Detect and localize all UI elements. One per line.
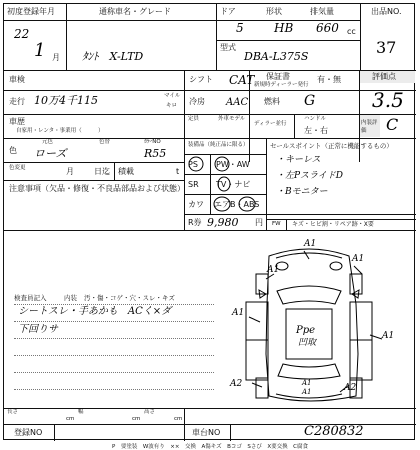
damage-mark: A1 — [304, 239, 317, 249]
inspector-note: 下回りサ — [18, 324, 58, 335]
score-value: 3.5 — [372, 88, 404, 112]
type-label: 型式 — [220, 43, 236, 52]
equipment-item-airbag-abs: エアB・ABS — [214, 200, 260, 209]
doors-value: 5 — [236, 21, 244, 35]
import-label: ディラー並行 — [254, 121, 287, 127]
height-label: 高さ — [144, 409, 156, 415]
displacement-label: 排気量 — [310, 7, 334, 16]
interior-label: 内装評価 — [361, 120, 378, 134]
equipment-item-tv-navi: TV・ナビ — [216, 180, 251, 189]
outer-model-label: 外車モデル — [218, 116, 246, 122]
equipment-label: 装備品（純正品に限る） — [188, 142, 249, 148]
r-value: 9,980 — [207, 216, 239, 229]
col-divider — [184, 408, 185, 441]
listing-no-label: 出品NO. — [371, 7, 402, 16]
warranty-options: 有・無 — [317, 75, 341, 84]
notes-label: 注意事項（欠品・修復・不良品部品および状態） — [9, 184, 185, 193]
length-label: 長さ — [7, 409, 19, 415]
color-no-value: R55 — [144, 147, 167, 160]
warranty-sub: 新規時ディーラー発行 — [254, 82, 309, 88]
displacement-unit: cc — [347, 27, 356, 36]
color-orig-label: 元色 — [42, 139, 54, 145]
interior-value: C — [386, 115, 399, 134]
inspector-options: 汚・傷・コゲ・穴・スレ・キズ — [84, 294, 175, 302]
damage-mark: A2 — [344, 383, 357, 393]
capacity-label: 定員 — [188, 116, 200, 122]
fuel-label: 燃料 — [264, 97, 280, 106]
shape-value: HB — [274, 21, 294, 35]
row-divider — [4, 408, 416, 409]
fuel-value: G — [304, 93, 316, 109]
sales-point: ・Bモニター — [276, 187, 328, 197]
history-label: 車歴 — [9, 117, 25, 126]
damage-mark: A1 — [302, 379, 312, 387]
mileage-unit-top: マイル — [164, 93, 181, 99]
auction-inspection-sheet — [3, 3, 415, 440]
color-label: 色 — [9, 146, 17, 155]
model-name-value: ﾀﾝﾄ X-LTD — [82, 50, 144, 63]
car-damage-diagram — [4, 4, 420, 450]
length-unit: cm — [66, 416, 75, 422]
width-label: 幅 — [78, 409, 84, 415]
damage-mark: A1 — [382, 331, 395, 341]
mileage-value: 10万4千115 — [34, 94, 98, 107]
history-sub: 自家用・レンタ・事業用（ ） — [16, 128, 104, 134]
damage-legend-label: キズ・ヒビ割・リペア跡・X要 — [292, 221, 374, 228]
displacement-value: 660 — [316, 21, 339, 35]
sales-point: ・左PスライドD — [276, 171, 344, 181]
reg-year-value: 22 — [14, 27, 30, 41]
width-unit: cm — [132, 416, 141, 422]
inspector-options-prefix: 内装 — [64, 294, 77, 302]
shape-label: 形状 — [266, 7, 282, 16]
color-change-month-label: 月 — [66, 167, 74, 176]
inspector-label: 検査員記入 — [14, 294, 47, 302]
inspection-label: 車検 — [9, 75, 25, 84]
ac-label: 冷房 — [189, 97, 205, 106]
equipment-item-ps: PS — [188, 160, 198, 169]
color-change-day-label: 日迄 — [94, 167, 110, 176]
color-change-label: 色変更 — [9, 165, 26, 171]
reg-month-value: 1 — [34, 40, 46, 61]
type-value: DBA-L375S — [244, 50, 309, 63]
load-label: 積載 — [118, 167, 134, 176]
chassis-value: C280832 — [304, 424, 364, 439]
color-paint-label: 色替 — [99, 139, 111, 145]
col-divider — [230, 424, 231, 441]
listing-no-value: 37 — [376, 38, 397, 57]
equipment-item-leather: カワ — [188, 200, 204, 209]
handle-label: ハンドル — [304, 116, 327, 122]
color-no-label: ｶﾗｰNO — [144, 139, 161, 145]
diagram-note: 凹取 — [298, 338, 317, 348]
chassis-label: 車台NO — [192, 428, 221, 437]
doors-label: ドア — [220, 7, 236, 16]
ac-value: AAC — [226, 97, 249, 108]
handle-options: 左・右 — [304, 126, 328, 135]
sales-label: セールスポイント（正常に機能するもの） — [270, 142, 393, 150]
model-name-label: 通称車名・グレード — [99, 7, 171, 16]
color-value: ローズ — [34, 147, 67, 160]
damage-mark: A1 — [352, 254, 365, 264]
col-divider — [54, 424, 55, 441]
first-reg-label: 初度登録年月 — [7, 7, 55, 16]
damage-mark: A1 — [267, 265, 280, 275]
diagram-note: Ppe — [296, 325, 316, 336]
damage-mark: A2 — [230, 379, 243, 389]
shift-value: CAT — [229, 73, 255, 87]
equipment-item-sr: SR — [188, 180, 199, 189]
month-label: 月 — [52, 53, 60, 62]
warranty-label: 保証書 — [266, 72, 290, 81]
load-unit: t — [176, 167, 180, 176]
mileage-unit-bottom: キロ — [166, 103, 178, 109]
r-label: R券 — [188, 218, 202, 227]
height-unit: cm — [174, 416, 183, 422]
r-unit: 円 — [255, 218, 263, 227]
sales-point: ・キーレス — [276, 155, 321, 165]
fw-label: FW — [272, 221, 281, 227]
mileage-label: 走行 — [9, 97, 25, 106]
damage-mark: A1 — [302, 388, 312, 396]
shift-label: シフト — [189, 75, 213, 84]
equipment-item-pw-aw: PW・AW — [216, 160, 250, 169]
score-label: 評価点 — [372, 72, 396, 81]
reg-no-label: 登録NO — [14, 428, 43, 437]
damage-code-legend: P 要塗装 W波有り ×× 交換 A傷キズ Bコゴ Sさび X要交換 C腐食 — [112, 444, 308, 450]
inspector-note: シートスレ・手あかも ACく×ダ — [18, 306, 172, 317]
damage-mark: A1 — [232, 308, 245, 318]
